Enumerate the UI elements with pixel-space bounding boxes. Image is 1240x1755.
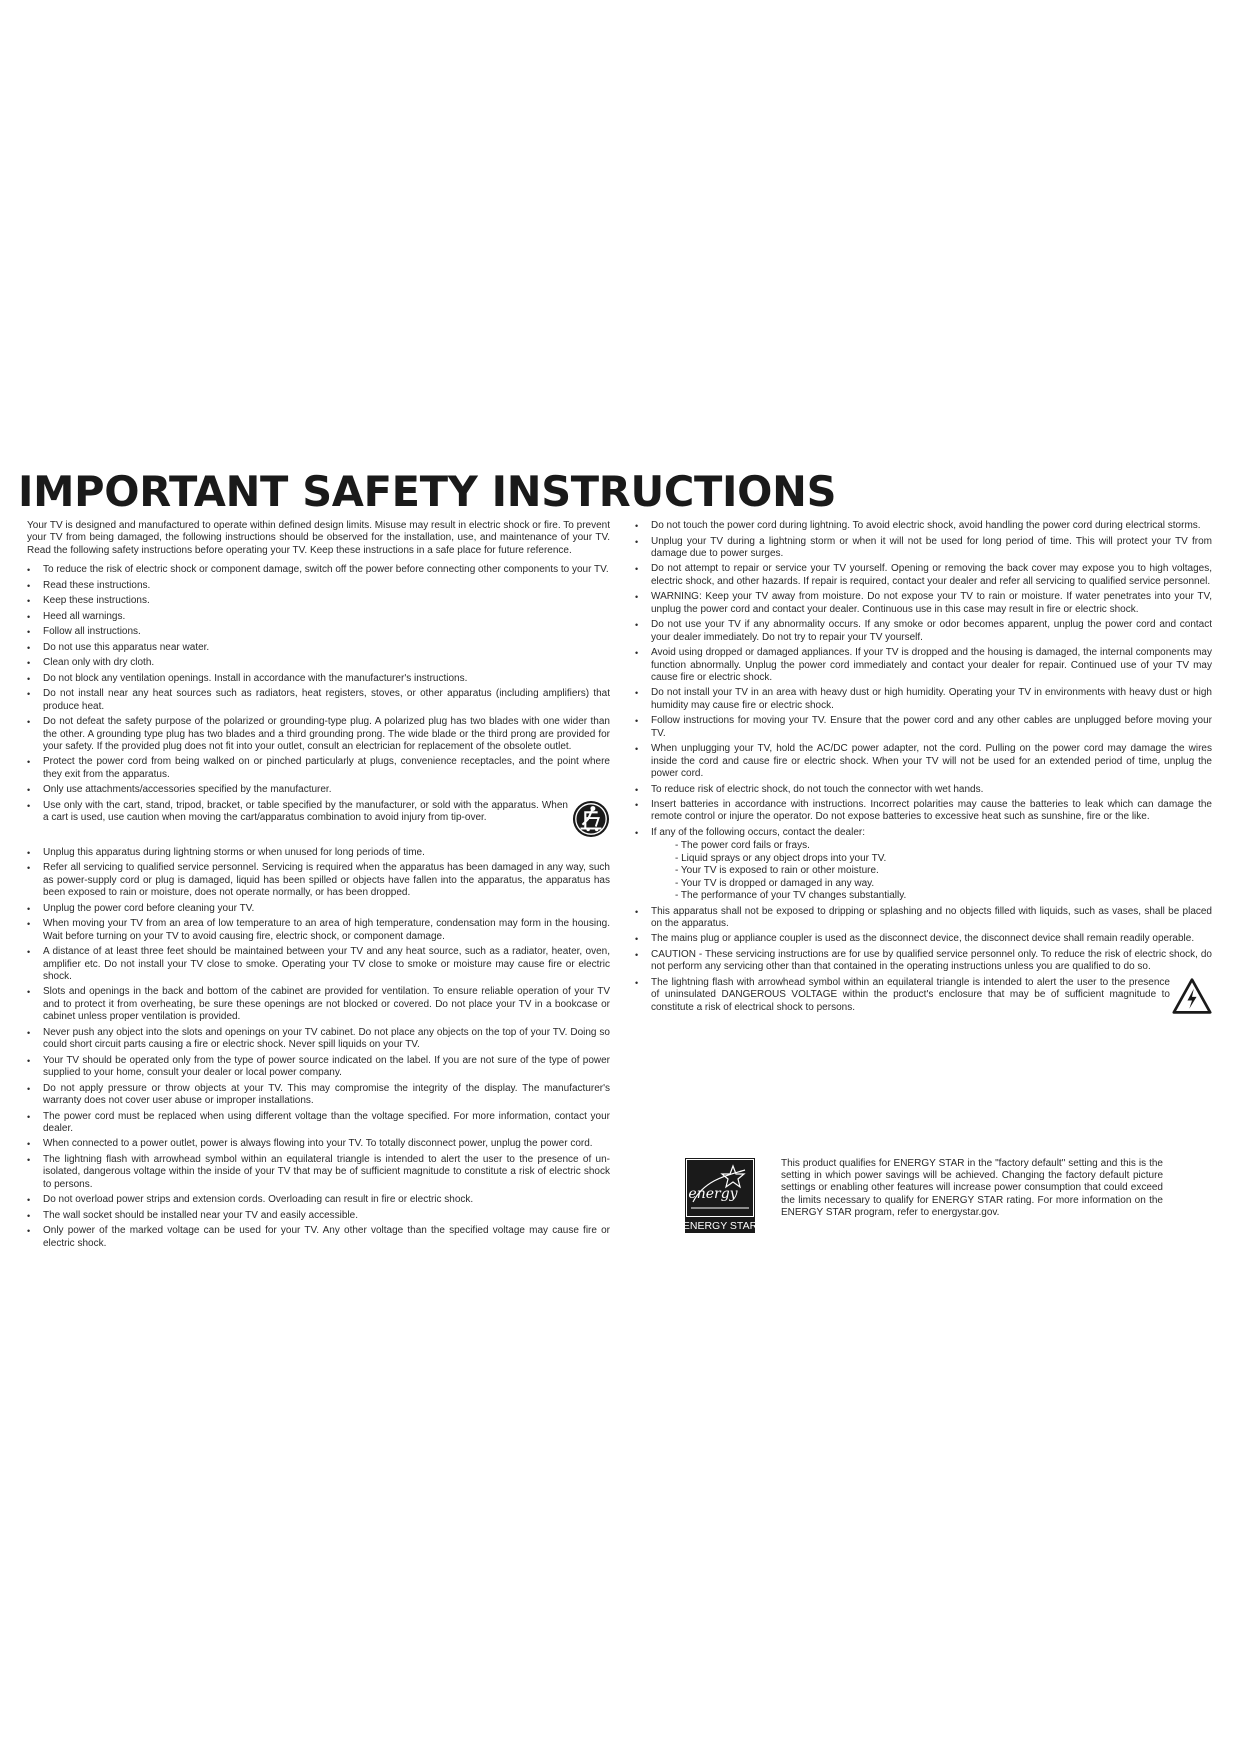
list-item: • Unplug the power cord before cleaning your TV.: [27, 903, 610, 915]
sub-list-item: - Your TV is exposed to rain or other moisture.: [675, 865, 879, 877]
sub-list-item: - Your TV is dropped or damaged in any way.: [675, 877, 875, 889]
list-item: • Refer all servicing to qualified service personnel. Servicing is required when the apparatus has been damaged in any way, such as power-supply cord or plug is damaged, liquid has been spilled or objects have fallen into the apparatus, the apparatus has been exposed to rain or moisture, does not operate normally, or has been dropped.: [27, 862, 610, 899]
right-column: [635, 520, 1212, 1024]
list-item: • To reduce risk of electric shock, do not touch the connector with wet hands.: [635, 784, 1212, 796]
left-instruction-list: [27, 564, 610, 1250]
list-item: • The power cord must be replaced when using different voltage than the voltage specified. For more information, contact your dealer.: [27, 1111, 610, 1136]
list-item: • To reduce the risk of electric shock or component damage, switch off the power before connecting other components to your TV.: [27, 564, 610, 576]
list-item: • A distance of at least three feet should be maintained between your TV and any heat source, such as a radiator, heater, oven, amplifier etc. Do not install your TV close to smoke. Operating your TV close to smoke or moisture may cause fire or electric shock.: [27, 946, 610, 983]
list-item: • Unplug this apparatus during lightning storms or when unused for long periods of time.: [27, 847, 610, 859]
cart-tip-over-icon: [572, 800, 610, 842]
page-title: IMPORTANT SAFETY INSTRUCTIONS: [18, 467, 837, 516]
list-item: • Your TV should be operated only from the type of power source indicated on the label. If you are not sure of the type of power supplied to your home, consult your dealer or local power company.: [27, 1055, 610, 1080]
list-item: • The wall socket should be installed near your TV and easily accessible.: [27, 1210, 610, 1222]
list-item: • Slots and openings in the back and bottom of the cabinet are provided for ventilation. To ensure reliable operation of your TV and to protect it from overheating, be sure these openings are not blocked or covered. Do not place your TV in a bookcase or cabinet unless proper ventilation is provided.: [27, 986, 610, 1023]
list-item: • WARNING: Keep your TV away from moisture. Do not expose your TV to rain or moisture. If water penetrates into your TV, unplug the power cord and contact your dealer. Continuous use in this case may result in fire or electric shock.: [635, 591, 1212, 616]
list-item-dealer-conditions: [635, 827, 1212, 902]
energy-star-text: This product qualifies for ENERGY STAR in the "factory default" setting and this is the setting in which power savings will be achieved. Changing the factory default picture settings or enabling other features will increase power consumption that could exceed the limits necessary to qualify for ENERGY STAR rating. For more information on the ENERGY STAR program, refer to energystar.gov.: [781, 1158, 1163, 1218]
lightning-triangle-icon: [1172, 977, 1212, 1019]
list-item: • Do not use your TV if any abnormality occurs. If any smoke or odor becomes apparent, unplug the power cord and contact your dealer immediately. Do not try to repair your TV yourself.: [635, 619, 1212, 644]
list-item: • Never push any object into the slots and openings on your TV cabinet. Do not place any objects on the top of your TV. Doing so could short circuit parts causing a fire or electric shock. Never spill liquids on your TV.: [27, 1027, 610, 1052]
list-item: • Do not install your TV in an area with heavy dust or high humidity. Operating your TV in environments with heavy dust or high humidity may cause fire or electric shock.: [635, 687, 1212, 712]
list-item: • Do not use this apparatus near water.: [27, 642, 610, 654]
list-item: • Do not touch the power cord during lightning. To avoid electric shock, avoid handling the power cord during electrical storms.: [635, 520, 1212, 532]
list-item: • Only power of the marked voltage can be used for your TV. Any other voltage than the specified voltage may cause fire or electric shock.: [27, 1225, 610, 1250]
list-item: • Insert batteries in accordance with instructions. Incorrect polarities may cause the batteries to leak which can damage the remote control or injure the operator. Do not expose batteries to excessive heat such as sunshine, fire or the like.: [635, 799, 1212, 824]
list-item: • The lightning flash with arrowhead symbol within an equilateral triangle is intended to alert the user to the presence of un-isolated, dangerous voltage within the inside of your TV that may be of sufficient magnitude to constitute a risk of electric shock to persons.: [27, 1154, 610, 1191]
list-item: • Follow all instructions.: [27, 626, 610, 638]
list-item-text: If any of the following occurs, contact the dealer:: [651, 826, 866, 838]
sub-list-item: - The performance of your TV changes substantially.: [675, 890, 907, 901]
list-item: • Do not attempt to repair or service your TV yourself. Opening or removing the back cover may expose you to high voltages, electric shock, and other hazards. If repair is required, contact your dealer and refer all servicing to qualified service personnel.: [635, 563, 1212, 588]
left-column: [27, 520, 610, 1253]
energy-logo-label: ENERGY STAR: [685, 1220, 755, 1232]
energy-star-section: [685, 1158, 1163, 1238]
list-item: • Do not install near any heat sources such as radiators, heat registers, stoves, or other apparatus (including amplifiers) that produce heat.: [27, 688, 610, 713]
list-item-cart-warning: [27, 800, 610, 844]
list-item-text: The lightning flash with arrowhead symbol within an equilateral triangle is intended to alert the user to the presence of uninsulated DANGEROUS VOLTAGE within the product's enclosure that may be of sufficient magnitude to constitute a risk of electrical shock to persons.: [651, 976, 1170, 1013]
list-item: • CAUTION - These servicing instructions are for use by qualified service personnel only. To reduce the risk of electric shock, do not perform any servicing other than that contained in the operating instructions unless you are qualified to do so.: [635, 949, 1212, 974]
list-item: • Read these instructions.: [27, 580, 610, 592]
energy-star-logo: [685, 1158, 755, 1233]
list-item: • Protect the power cord from being walked on or pinched particularly at plugs, convenience receptacles, and the point where they exit from the apparatus.: [27, 756, 610, 781]
intro-paragraph: Your TV is designed and manufactured to operate within defined design limits. Misuse may result in electric shock or fire. To prevent your TV from being damaged, the following instructions should be observed for the installation, use, and maintenance of your TV. Read the following safety instructions before operating your TV. Keep these instructions in a safe place for future reference.: [27, 520, 610, 556]
list-item: • Only use attachments/accessories specified by the manufacturer.: [27, 784, 610, 796]
list-item: • Do not overload power strips and extension cords. Overloading can result in fire or electric shock.: [27, 1194, 610, 1206]
list-item-text: Use only with the cart, stand, tripod, bracket, or table specified by the manufacturer, or sold with the apparatus. When a cart is used, use caution when moving the cart/apparatus combination to avoid injury from tip-over.: [43, 799, 568, 824]
list-item: • The mains plug or appliance coupler is used as the disconnect device, the disconnect device shall remain readily operable.: [635, 933, 1212, 945]
list-item: • When connected to a power outlet, power is always flowing into your TV. To totally disconnect power, unplug the power cord.: [27, 1138, 610, 1150]
list-item: • Heed all warnings.: [27, 611, 610, 623]
list-item: • Do not defeat the safety purpose of the polarized or grounding-type plug. A polarized plug has two blades with one wider than the other. A grounding type plug has two blades and a third grounding prong. The wide blade or the third prong are provided for your safety. If the provided plug does not fit into your outlet, consult an electrician for replacement of the obsolete outlet.: [27, 716, 610, 753]
list-item: • Keep these instructions.: [27, 595, 610, 607]
list-item: • Do not apply pressure or throw objects at your TV. This may compromise the integrity of the display. The manufacturer's warranty does not cover user abuse or improper installations.: [27, 1083, 610, 1108]
list-item: • When unplugging your TV, hold the AC/DC power adapter, not the cord. Pulling on the power cord may damage the wires inside the cord and cause fire or electric shock. When your TV will not be used for an extended period of time, unplug the power cord.: [635, 743, 1212, 780]
list-item: • Unplug your TV during a lightning storm or when it will not be used for long period of time. This will protect your TV from damage due to power surges.: [635, 536, 1212, 561]
list-item: • This apparatus shall not be exposed to dripping or splashing and no objects filled with liquids, such as vases, shall be placed on the apparatus.: [635, 906, 1212, 931]
list-item: • Follow instructions for moving your TV. Ensure that the power cord and any other cables are unplugged before moving your TV.: [635, 715, 1212, 740]
sub-list-item: - The power cord fails or frays.: [675, 840, 810, 852]
energy-logo-script: energy: [688, 1186, 738, 1202]
dealer-conditions-list: [675, 840, 1212, 902]
right-instruction-list: [635, 520, 1212, 1021]
list-item: • Avoid using dropped or damaged appliances. If your TV is dropped and the housing is damaged, the internal components may function abnormally. Unplug the power cord immediately and contact your dealer for repair. Continued use of your TV may cause fire or electric shock.: [635, 647, 1212, 684]
sub-list-item: - Liquid sprays or any object drops into your TV.: [675, 852, 887, 864]
list-item: • Clean only with dry cloth.: [27, 657, 610, 669]
list-item: • When moving your TV from an area of low temperature to an area of high temperature, condensation may form in the housing. Wait before turning on your TV to avoid causing fire, electric shock, or component damage.: [27, 918, 610, 943]
list-item-voltage-warning: [635, 977, 1212, 1021]
list-item: • Do not block any ventilation openings. Install in accordance with the manufacturer's instructions.: [27, 673, 610, 685]
